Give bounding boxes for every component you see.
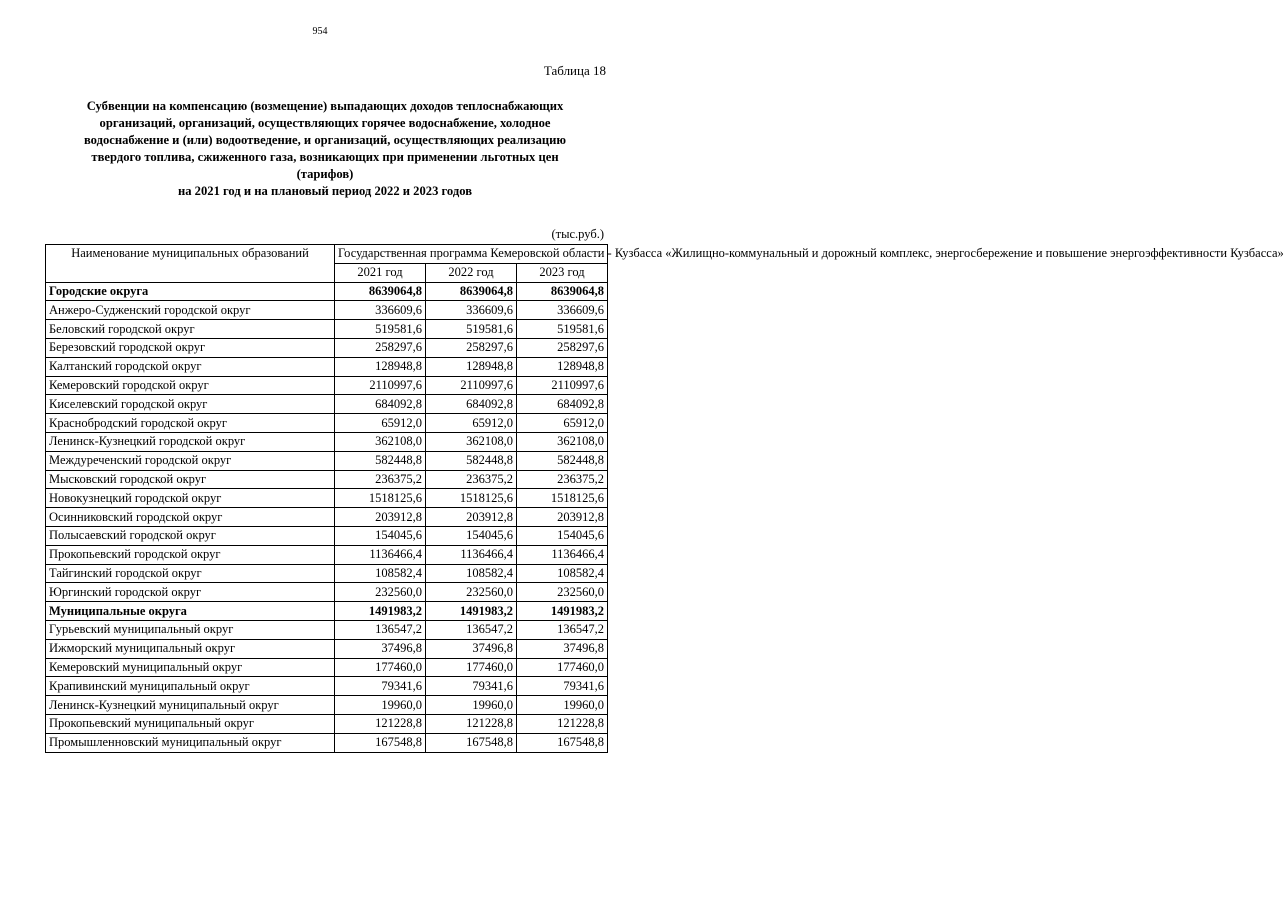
table-row bbox=[46, 620, 608, 639]
table-row bbox=[46, 714, 608, 733]
value-2021-cell: 177460,0 bbox=[335, 658, 426, 677]
table-row bbox=[46, 658, 608, 677]
value-2023-cell: 37496,8 bbox=[517, 639, 608, 658]
value-2023-cell: 2110997,6 bbox=[517, 376, 608, 395]
value-2021-cell: 128948,8 bbox=[335, 357, 426, 376]
value-2023-cell: 19960,0 bbox=[517, 696, 608, 715]
value-2021-cell: 1491983,2 bbox=[335, 602, 426, 621]
value-2022-cell: 8639064,8 bbox=[426, 282, 517, 301]
value-2023-cell: 136547,2 bbox=[517, 620, 608, 639]
value-2022-cell: 167548,8 bbox=[426, 733, 517, 752]
table-body bbox=[46, 282, 608, 752]
value-2022-cell: 236375,2 bbox=[426, 470, 517, 489]
value-2022-cell: 258297,6 bbox=[426, 338, 517, 357]
value-2022-cell: 1491983,2 bbox=[426, 602, 517, 621]
value-2023-cell: 154045,6 bbox=[517, 526, 608, 545]
municipality-name-cell: Тайгинский городской округ bbox=[46, 564, 335, 583]
value-2023-cell: 121228,8 bbox=[517, 714, 608, 733]
table-row bbox=[46, 508, 608, 527]
title-line: на 2021 год и на плановый период 2022 и 2023 годов bbox=[177, 184, 473, 198]
year-header-2022: 2022 год bbox=[426, 263, 517, 282]
value-2021-cell: 362108,0 bbox=[335, 432, 426, 451]
table-group-row bbox=[46, 602, 608, 621]
value-2021-cell: 582448,8 bbox=[335, 451, 426, 470]
year-header-2023: 2023 год bbox=[517, 263, 608, 282]
title-line: (тарифов) bbox=[296, 167, 354, 181]
value-2022-cell: 37496,8 bbox=[426, 639, 517, 658]
value-2022-cell: 79341,6 bbox=[426, 677, 517, 696]
table-group-row bbox=[46, 282, 608, 301]
value-2021-cell: 108582,4 bbox=[335, 564, 426, 583]
value-2022-cell: 232560,0 bbox=[426, 583, 517, 602]
table-row bbox=[46, 733, 608, 752]
value-2021-cell: 79341,6 bbox=[335, 677, 426, 696]
table-row bbox=[46, 489, 608, 508]
table-row bbox=[46, 338, 608, 357]
municipality-name-cell: Новокузнецкий городской округ bbox=[46, 489, 335, 508]
value-2021-cell: 1518125,6 bbox=[335, 489, 426, 508]
value-2021-cell: 258297,6 bbox=[335, 338, 426, 357]
value-2021-cell: 136547,2 bbox=[335, 620, 426, 639]
value-2021-cell: 519581,6 bbox=[335, 320, 426, 339]
value-2022-cell: 108582,4 bbox=[426, 564, 517, 583]
value-2021-cell: 154045,6 bbox=[335, 526, 426, 545]
table-row bbox=[46, 414, 608, 433]
document-title bbox=[40, 98, 610, 200]
municipality-name-cell: Полысаевский городской округ bbox=[46, 526, 335, 545]
value-2022-cell: 336609,6 bbox=[426, 301, 517, 320]
value-2023-cell: 1518125,6 bbox=[517, 489, 608, 508]
value-2022-cell: 121228,8 bbox=[426, 714, 517, 733]
value-2022-cell: 2110997,6 bbox=[426, 376, 517, 395]
value-2022-cell: 684092,8 bbox=[426, 395, 517, 414]
value-2023-cell: 65912,0 bbox=[517, 414, 608, 433]
value-2022-cell: 519581,6 bbox=[426, 320, 517, 339]
municipality-name-cell: Промышленновский муниципальный округ bbox=[46, 733, 335, 752]
municipality-name-cell: Осинниковский городской округ bbox=[46, 508, 335, 527]
table-row bbox=[46, 301, 608, 320]
municipality-name-cell: Кемеровский городской округ bbox=[46, 376, 335, 395]
page-number: 954 bbox=[312, 26, 328, 37]
year-header-2021: 2021 год bbox=[335, 263, 426, 282]
value-2021-cell: 2110997,6 bbox=[335, 376, 426, 395]
table-label: Таблица 18 bbox=[543, 63, 606, 78]
table-row bbox=[46, 564, 608, 583]
municipality-name-cell: Муниципальные округа bbox=[46, 602, 335, 621]
value-2021-cell: 167548,8 bbox=[335, 733, 426, 752]
value-2022-cell: 128948,8 bbox=[426, 357, 517, 376]
table-row bbox=[46, 639, 608, 658]
table-row bbox=[46, 320, 608, 339]
municipality-name-cell: Краснобродский городской округ bbox=[46, 414, 335, 433]
title-line: твердого топлива, сжиженного газа, возникающих при применении льготных цен bbox=[91, 150, 559, 164]
value-2023-cell: 519581,6 bbox=[517, 320, 608, 339]
value-2022-cell: 362108,0 bbox=[426, 432, 517, 451]
municipality-name-cell: Междуреченский городской округ bbox=[46, 451, 335, 470]
value-2023-cell: 362108,0 bbox=[517, 432, 608, 451]
value-2022-cell: 154045,6 bbox=[426, 526, 517, 545]
table-row bbox=[46, 526, 608, 545]
value-2021-cell: 232560,0 bbox=[335, 583, 426, 602]
value-2022-cell: 582448,8 bbox=[426, 451, 517, 470]
value-2021-cell: 37496,8 bbox=[335, 639, 426, 658]
value-2022-cell: 1518125,6 bbox=[426, 489, 517, 508]
value-2023-cell: 8639064,8 bbox=[517, 282, 608, 301]
municipality-name-cell: Гурьевский муниципальный округ bbox=[46, 620, 335, 639]
units-label: (тыс.руб.) bbox=[551, 227, 604, 241]
value-2023-cell: 79341,6 bbox=[517, 677, 608, 696]
municipality-name-cell: Ижморский муниципальный округ bbox=[46, 639, 335, 658]
value-2022-cell: 177460,0 bbox=[426, 658, 517, 677]
municipality-name-cell: Ленинск-Кузнецкий городской округ bbox=[46, 432, 335, 451]
table-row bbox=[46, 696, 608, 715]
value-2023-cell: 108582,4 bbox=[517, 564, 608, 583]
value-2023-cell: 684092,8 bbox=[517, 395, 608, 414]
value-2021-cell: 1136466,4 bbox=[335, 545, 426, 564]
value-2023-cell: 336609,6 bbox=[517, 301, 608, 320]
value-2021-cell: 121228,8 bbox=[335, 714, 426, 733]
municipality-name-cell: Городские округа bbox=[46, 282, 335, 301]
value-2021-cell: 684092,8 bbox=[335, 395, 426, 414]
table-row bbox=[46, 470, 608, 489]
table-row bbox=[46, 357, 608, 376]
value-2022-cell: 203912,8 bbox=[426, 508, 517, 527]
municipality-column-header: Наименование муниципальных образований bbox=[46, 245, 335, 283]
value-2021-cell: 65912,0 bbox=[335, 414, 426, 433]
value-2022-cell: 1136466,4 bbox=[426, 545, 517, 564]
table-row bbox=[46, 677, 608, 696]
program-column-header: Государственная программа Кемеровской области - Кузбасса «Жилищно-коммунальный и дорожный комплекс, энергосбережение и повышение энергоэффективности Кузбасса» bbox=[335, 245, 608, 264]
title-line: водоснабжение и (или) водоотведение, и организаций, осуществляющих реализацию bbox=[83, 133, 567, 147]
value-2023-cell: 236375,2 bbox=[517, 470, 608, 489]
value-2022-cell: 136547,2 bbox=[426, 620, 517, 639]
value-2021-cell: 19960,0 bbox=[335, 696, 426, 715]
value-2021-cell: 236375,2 bbox=[335, 470, 426, 489]
value-2023-cell: 177460,0 bbox=[517, 658, 608, 677]
table-row bbox=[46, 451, 608, 470]
table-row bbox=[46, 583, 608, 602]
table-row bbox=[46, 432, 608, 451]
municipality-name-cell: Мысковский городской округ bbox=[46, 470, 335, 489]
value-2023-cell: 203912,8 bbox=[517, 508, 608, 527]
title-line: Субвенции на компенсацию (возмещение) выпадающих доходов теплоснабжающих bbox=[86, 99, 564, 113]
value-2022-cell: 65912,0 bbox=[426, 414, 517, 433]
value-2022-cell: 19960,0 bbox=[426, 696, 517, 715]
value-2023-cell: 1136466,4 bbox=[517, 545, 608, 564]
municipality-name-cell: Ленинск-Кузнецкий муниципальный округ bbox=[46, 696, 335, 715]
value-2023-cell: 167548,8 bbox=[517, 733, 608, 752]
municipality-name-cell: Прокопьевский муниципальный округ bbox=[46, 714, 335, 733]
value-2023-cell: 582448,8 bbox=[517, 451, 608, 470]
value-2021-cell: 203912,8 bbox=[335, 508, 426, 527]
value-2021-cell: 336609,6 bbox=[335, 301, 426, 320]
table-row bbox=[46, 545, 608, 564]
municipality-name-cell: Калтанский городской округ bbox=[46, 357, 335, 376]
municipality-name-cell: Прокопьевский городской округ bbox=[46, 545, 335, 564]
municipality-name-cell: Киселевский городской округ bbox=[46, 395, 335, 414]
municipality-name-cell: Кемеровский муниципальный округ bbox=[46, 658, 335, 677]
municipality-name-cell: Крапивинский муниципальный округ bbox=[46, 677, 335, 696]
value-2021-cell: 8639064,8 bbox=[335, 282, 426, 301]
table-row bbox=[46, 376, 608, 395]
municipality-name-cell: Анжеро-Судженский городской округ bbox=[46, 301, 335, 320]
value-2023-cell: 1491983,2 bbox=[517, 602, 608, 621]
value-2023-cell: 258297,6 bbox=[517, 338, 608, 357]
table-row bbox=[46, 395, 608, 414]
municipality-name-cell: Юргинский городской округ bbox=[46, 583, 335, 602]
municipality-name-cell: Беловский городской округ bbox=[46, 320, 335, 339]
municipality-name-cell: Березовский городской округ bbox=[46, 338, 335, 357]
title-line: организаций, организаций, осуществляющих горячее водоснабжение, холодное bbox=[99, 116, 551, 130]
subsidies-table bbox=[45, 244, 1284, 753]
value-2023-cell: 128948,8 bbox=[517, 357, 608, 376]
value-2023-cell: 232560,0 bbox=[517, 583, 608, 602]
